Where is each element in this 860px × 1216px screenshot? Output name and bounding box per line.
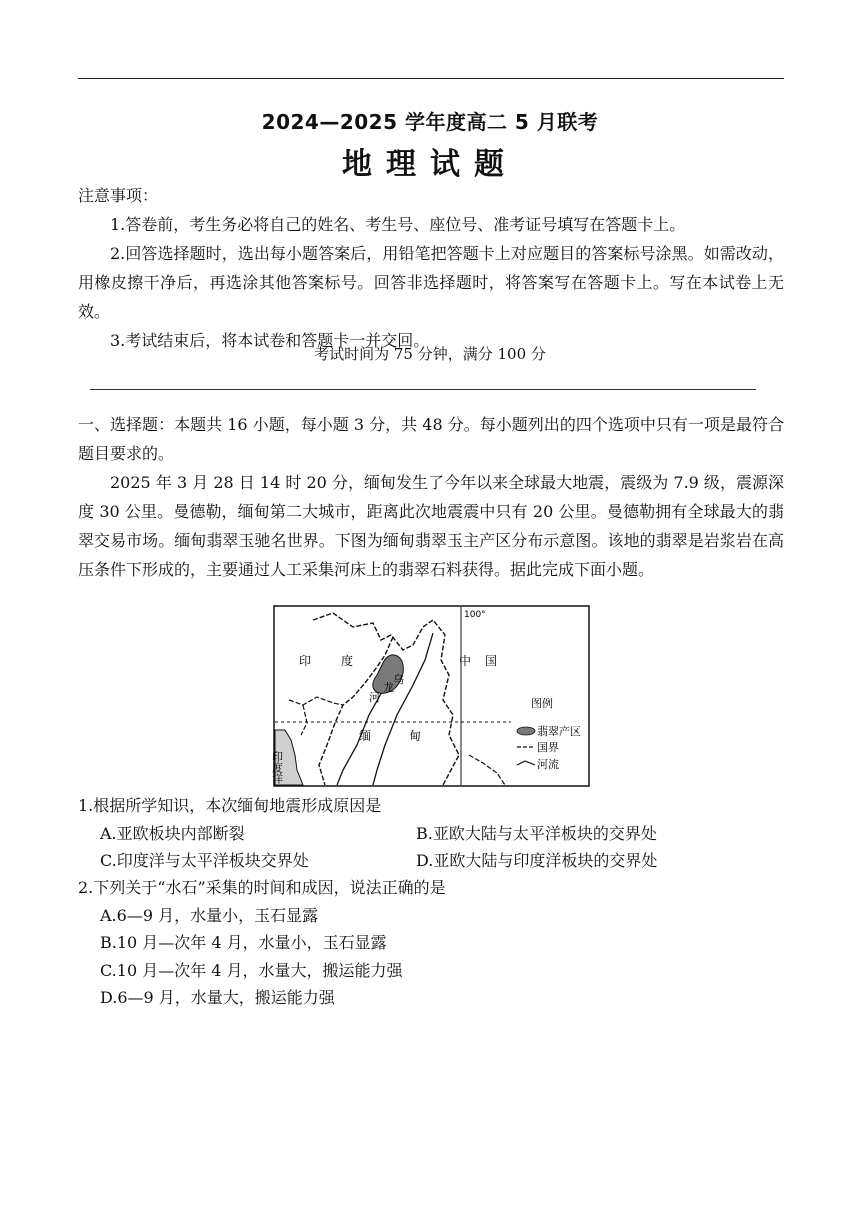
- section-intro: 一、选择题：本题共 16 小题，每小题 3 分，共 48 分。每小题列出的四个选项中只有一项是最符合题目要求的。: [78, 415, 784, 463]
- label-he: 河: [369, 691, 380, 704]
- section-one: [78, 410, 784, 584]
- q1-option-d[interactable]: D.亚欧大陆与印度洋板块的交界处: [416, 851, 658, 870]
- exam-title: 2024—2025 学年度高二 5 月联考: [261, 110, 599, 134]
- label-china-1: 中: [459, 654, 472, 668]
- subject-title: 地理试题: [342, 147, 518, 182]
- longitude-label: 100°: [464, 610, 486, 620]
- question-1: [78, 792, 784, 875]
- legend-title: 图例: [531, 697, 553, 710]
- legend-border-label: 国界: [537, 741, 559, 754]
- top-rule: [78, 78, 784, 79]
- notice-section: [78, 181, 784, 355]
- label-china-2: 国: [485, 654, 498, 668]
- label-myanmar-2: 甸: [409, 729, 422, 743]
- section-divider: [90, 389, 756, 390]
- notice-item-3: 3.考试结束后，将本试卷和答题卡一并交回。: [110, 331, 430, 350]
- passage: 2025 年 3 月 28 日 14 时 20 分，缅甸发生了今年以来全球最大地震，震级为 7.9 级，震源深度 30 公里。曼德勒，缅甸第二大城市，距离此次地震震中只有 20 公里。曼德勒拥有全球最大的翡翠交易市场。缅甸翡翠玉驰名世界。下图为缅甸翡翠玉主产区分布示意图。该地的翡翠是岩浆岩在高压条件下形成的，主要通过人工采集河床上的翡翠石料获得。据此完成下面小题。: [78, 473, 784, 579]
- legend-jade-label: 翡翠产区: [537, 725, 581, 738]
- q1-option-c[interactable]: C.印度洋与太平洋板块交界处: [100, 851, 309, 870]
- q2-option-c[interactable]: C.10 月—次年 4 月，水量大，搬运能力强: [100, 960, 403, 980]
- q2-option-d[interactable]: D.6—9 月，水量大，搬运能力强: [100, 988, 335, 1007]
- notice-heading: 注意事项：: [78, 186, 159, 205]
- label-long: 龙: [383, 681, 394, 694]
- label-ocean: 印度洋: [270, 751, 284, 784]
- question-2: [78, 874, 784, 1012]
- q2-option-b[interactable]: B.10 月—次年 4 月，水量小，玉石显露: [100, 933, 387, 952]
- q2-option-a[interactable]: A.6—9 月，水量小，玉石显露: [100, 905, 319, 925]
- label-wu: 乌: [393, 673, 404, 686]
- exam-time: 考试时间为 75 分钟，满分 100 分: [314, 345, 546, 363]
- legend-jade-swatch: [517, 727, 535, 735]
- notice-item-1: 1.答卷前，考生务必将自己的姓名、考生号、座位号、准考证号填写在答题卡上。: [110, 215, 686, 234]
- q1-option-b[interactable]: B.亚欧大陆与太平洋板块的交界处: [416, 823, 657, 843]
- q1-option-a[interactable]: A.亚欧板块内部断裂: [100, 823, 245, 843]
- myanmar-jade-map: [270, 605, 590, 787]
- label-india-2: 度: [341, 654, 354, 668]
- legend-river-label: 河流: [537, 758, 559, 771]
- notice-item-2: 2.回答选择题时，选出每小题答案后，用铅笔把答题卡上对应题目的答案标号涂黑。如需改动，用橡皮擦干净后，再选涂其他答案标号。回答非选择题时，将答案写在答题卡上。写在本试卷上无效。: [78, 244, 784, 321]
- label-india-1: 印: [299, 654, 312, 668]
- question-2-stem: 2.下列关于“水石”采集的时间和成因，说法正确的是: [78, 878, 446, 897]
- question-1-stem: 1.根据所学知识，本次缅甸地震形成原因是: [78, 796, 382, 815]
- label-myanmar-1: 缅: [359, 729, 372, 743]
